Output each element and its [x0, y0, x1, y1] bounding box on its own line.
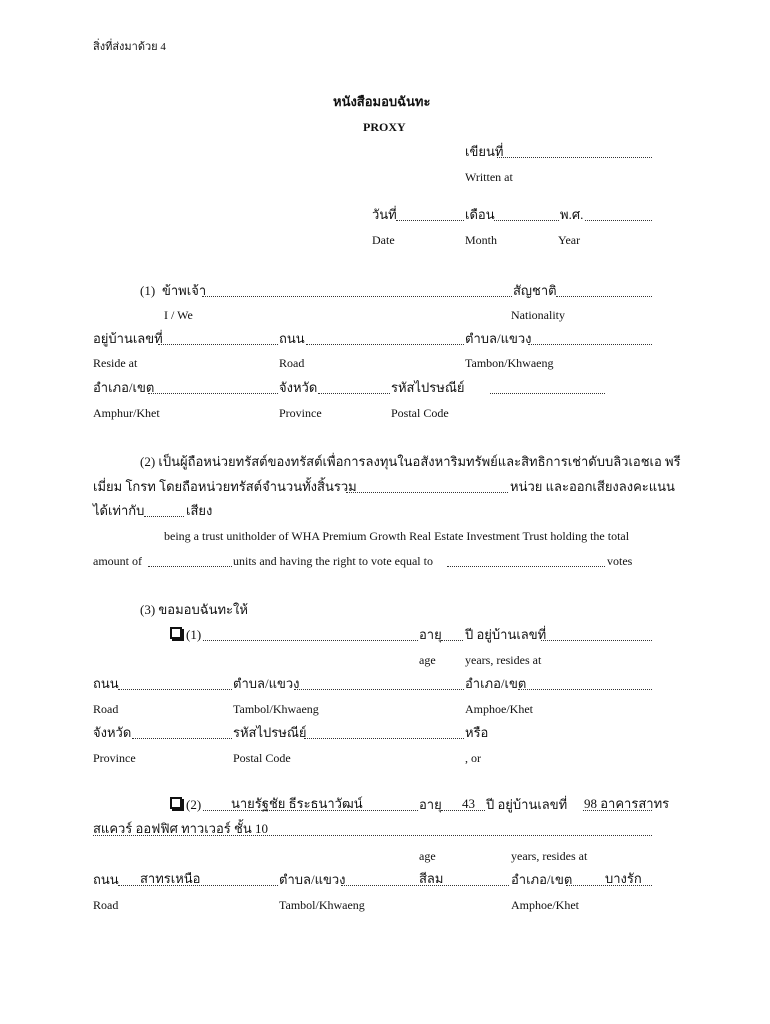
- proxy2-tambol-label-en: Tambol/Khwaeng: [279, 898, 365, 912]
- proxy2-amphoe-label-en: Amphoe/Khet: [511, 898, 579, 912]
- proxy2-years-label-en: years, resides at: [511, 849, 588, 863]
- proxy1-postal-field[interactable]: [304, 738, 464, 739]
- name-field[interactable]: [202, 296, 512, 297]
- title-thai: หนังสือมอบฉันทะ: [333, 94, 431, 109]
- proxy2-road-label-en: Road: [93, 898, 119, 912]
- proxy1-age-label-en: age: [419, 653, 436, 667]
- i-we-label-th: ข้าพเจ้า: [162, 283, 207, 298]
- proxy2-address: 98 อาคารสาทร: [584, 796, 670, 811]
- postal-field[interactable]: [490, 393, 605, 394]
- section2-en-amount: amount of: [93, 554, 142, 568]
- road-label-en: Road: [279, 356, 305, 370]
- reside-label-th: อยู่บ้านเลขที่: [93, 331, 163, 346]
- proxy2-number: (2): [186, 797, 202, 812]
- title-english: PROXY: [363, 120, 406, 134]
- proxy1-checkbox[interactable]: [170, 627, 182, 639]
- section2-line2-a: เมี่ยม โกรท โดยถือหน่วยทรัสต์จำนวนทั้งสิ้นรวม: [93, 479, 357, 494]
- house-number-field[interactable]: [158, 344, 278, 345]
- proxy2-road-label-th: ถนน: [93, 872, 119, 887]
- tambon-field[interactable]: [528, 344, 652, 345]
- proxy1-or-label-en: , or: [465, 751, 481, 765]
- postal-label-en: Postal Code: [391, 406, 449, 420]
- province-label-th: จังหวัด: [279, 380, 318, 395]
- proxy1-or-label-th: หรือ: [465, 725, 489, 740]
- month-label-en: Month: [465, 233, 498, 247]
- amphur-field[interactable]: [148, 393, 278, 394]
- month-label-th: เดือน: [465, 207, 495, 222]
- proxy2-age-label-en: age: [419, 849, 436, 863]
- proxy1-tambol-label-th: ตำบล/แขวง: [233, 676, 300, 691]
- proxy1-road-field[interactable]: [118, 689, 232, 690]
- nationality-label-th: สัญชาติ: [513, 283, 557, 298]
- amphur-label-en: Amphur/Khet: [93, 406, 160, 420]
- units-field-en[interactable]: [148, 566, 232, 567]
- nationality-field[interactable]: [556, 296, 652, 297]
- proxy1-amphoe-field[interactable]: [518, 689, 652, 690]
- proxy1-years-label-en: years, resides at: [465, 653, 542, 667]
- written-at-label-en: Written at: [465, 170, 513, 184]
- proxy1-years-label-th: ปี อยู่บ้านเลขที่: [465, 627, 547, 642]
- proxy1-house-field[interactable]: [541, 640, 652, 641]
- votes-field-th[interactable]: [144, 516, 184, 517]
- section2-line3-a: ได้เท่ากับ: [93, 503, 145, 518]
- tambon-label-en: Tambon/Khwaeng: [465, 356, 554, 370]
- proxy1-postal-label-en: Postal Code: [233, 751, 291, 765]
- proxy1-province-label-en: Province: [93, 751, 136, 765]
- date-year-field[interactable]: [585, 220, 652, 221]
- proxy1-province-field[interactable]: [132, 738, 232, 739]
- proxy1-tambol-label-en: Tambol/Khwaeng: [233, 702, 319, 716]
- proxy2-age-value: 43: [462, 796, 475, 811]
- proxy1-road-label-th: ถนน: [93, 676, 119, 691]
- proxy2-name: นายรัฐชัย ธีระธนาวัฒน์: [231, 796, 363, 811]
- road-label-th: ถนน: [279, 331, 305, 346]
- section2-line3-b: เสียง: [186, 503, 213, 518]
- section2-line2-b: หน่วย และออกเสียงลงคะแนน: [510, 479, 675, 494]
- proxy1-number: (1): [186, 627, 202, 642]
- proxy2-tambol-label-th: ตำบล/แขวง: [279, 872, 346, 887]
- nationality-label-en: Nationality: [511, 308, 565, 322]
- votes-field-en[interactable]: [447, 566, 605, 567]
- section2-line1: (2) เป็นผู้ถือหน่วยทรัสต์ของทรัสต์เพื่อการลงทุนในอสังหาริมทรัพย์และสิทธิการเช่าดับบลิวเอชเอ พรี: [140, 454, 681, 469]
- proxy2-age-label-th: อายุ: [419, 797, 442, 812]
- i-we-label-en: I / We: [164, 308, 193, 322]
- proxy1-road-label-en: Road: [93, 702, 119, 716]
- province-field[interactable]: [318, 393, 390, 394]
- section1-number: (1): [140, 283, 156, 298]
- proxy1-age-label-th: อายุ: [419, 627, 442, 642]
- section2-en-votes: votes: [607, 554, 633, 568]
- section3-heading: (3) ขอมอบฉันทะให้: [140, 602, 248, 617]
- reside-label-en: Reside at: [93, 356, 138, 370]
- units-field-th[interactable]: [346, 492, 508, 493]
- proxy1-postal-label-th: รหัสไปรษณีย์: [233, 725, 307, 740]
- proxy2-road-value: สาทรเหนือ: [140, 871, 201, 886]
- proxy1-name-field[interactable]: [203, 640, 418, 641]
- attachment-label: สิ่งที่ส่งมาด้วย 4: [93, 41, 166, 53]
- written-at-field[interactable]: [497, 157, 652, 158]
- date-day-field[interactable]: [396, 220, 464, 221]
- proxy2-amphoe-value: บางรัก: [605, 871, 642, 886]
- proxy2-address2: สแควร์ ออฟฟิศ ทาวเวอร์ ชั้น 10: [93, 821, 268, 836]
- proxy1-amphoe-label-th: อำเภอ/เขต: [465, 676, 527, 691]
- proxy2-checkbox[interactable]: [170, 797, 182, 809]
- section2-en-line1: being a trust unitholder of WHA Premium Growth Real Estate Investment Trust holding the total: [164, 529, 630, 543]
- proxy1-tambol-field[interactable]: [294, 689, 464, 690]
- date-month-field[interactable]: [494, 220, 559, 221]
- proxy1-age-field[interactable]: [441, 640, 463, 641]
- road-field[interactable]: [306, 344, 464, 345]
- proxy2-years-label-th: ปี อยู่บ้านเลขที่: [486, 797, 568, 812]
- year-label-th: พ.ศ.: [560, 207, 584, 222]
- written-at-label-th: เขียนที่: [465, 144, 504, 159]
- proxy2-amphoe-label-th: อำเภอ/เขต: [511, 872, 573, 887]
- tambon-label-th: ตำบล/แขวง: [465, 331, 532, 346]
- date-label-th: วันที่: [372, 207, 397, 222]
- postal-label-th: รหัสไปรษณีย์: [391, 380, 465, 395]
- amphur-label-th: อำเภอ/เขต: [93, 380, 155, 395]
- proxy1-amphoe-label-en: Amphoe/Khet: [465, 702, 533, 716]
- date-label-en: Date: [372, 233, 395, 247]
- section2-en-units: units and having the right to vote equal to: [233, 554, 433, 568]
- year-label-en: Year: [558, 233, 581, 247]
- province-label-en: Province: [279, 406, 322, 420]
- proxy2-tambol-value: สีลม: [419, 871, 444, 886]
- proxy1-province-label-th: จังหวัด: [93, 725, 132, 740]
